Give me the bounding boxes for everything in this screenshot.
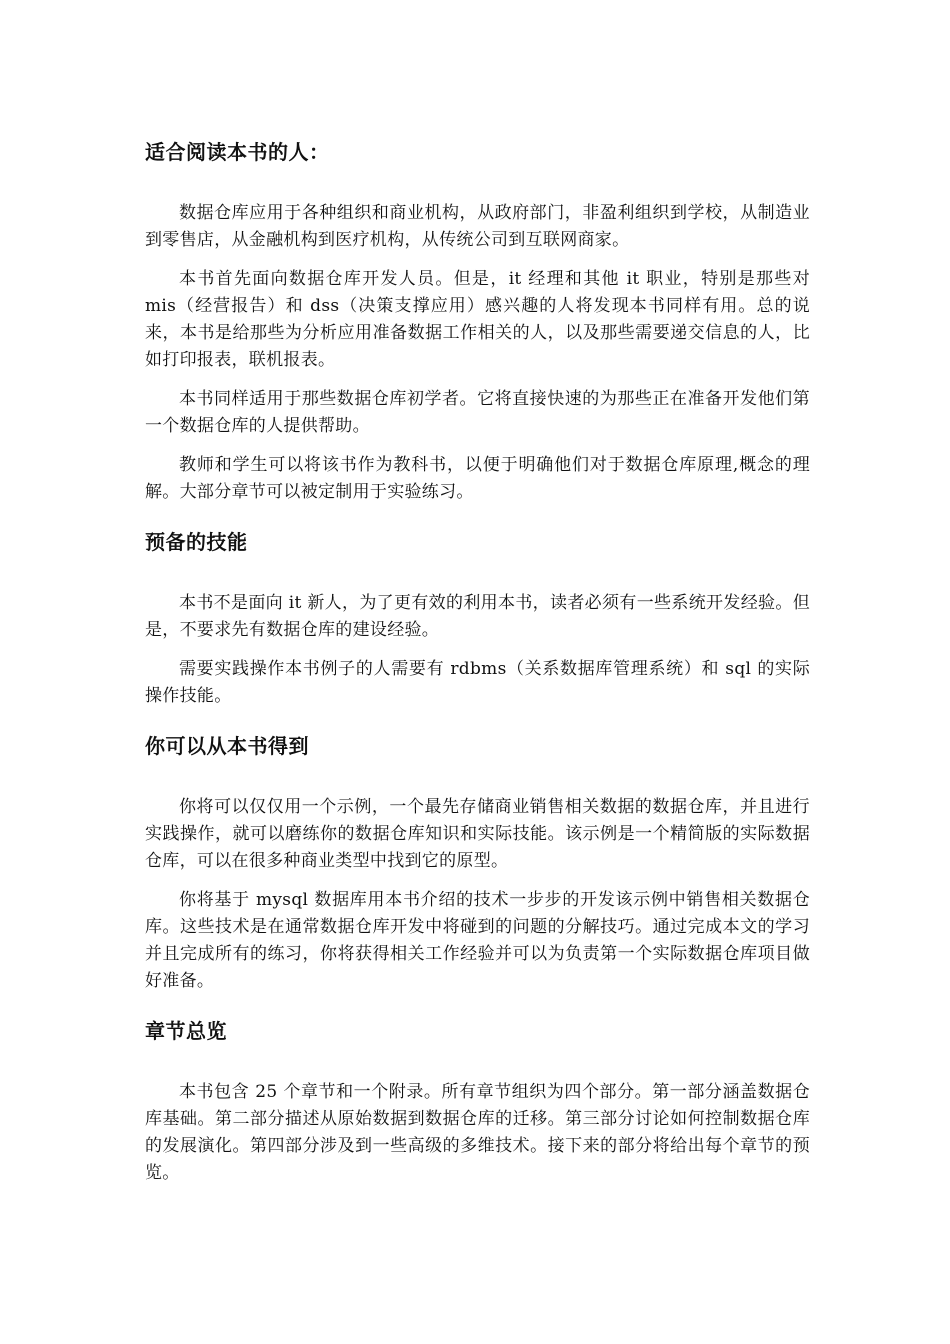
section-heading-chapter-overview: 章节总览 — [145, 1019, 227, 1043]
document-page — [145, 138, 810, 1187]
paragraph: 你将可以仅仅用一个示例，一个最先存储商业销售相关数据的数据仓库，并且进行实践操作，就可以磨练你的数据仓库知识和实际技能。该示例是一个精简版的实际数据仓库，可以在很多种商业类型中找到它的原型。 — [145, 797, 810, 871]
paragraph: 本书首先面向数据仓库开发人员。但是，it 经理和其他 it 职业，特别是那些对 mis（经营报告）和 dss（决策支撑应用）感兴趣的人将发现本书同样有用。总的说来，本书是给那些为分析应用准备数据工作相关的人，以及那些需要递交信息的人，比如打印报表，联机报表。 — [145, 269, 810, 370]
paragraph: 需要实践操作本书例子的人需要有 rdbms（关系数据库管理系统）和 sql 的实际操作技能。 — [145, 659, 810, 706]
paragraph: 本书包含 25 个章节和一个附录。所有章节组织为四个部分。第一部分涵盖数据仓库基础。第二部分描述从原始数据到数据仓库的迁移。第三部分讨论如何控制数据仓库的发展演化。第四部分涉及到一些高级的多维技术。接下来的部分将给出每个章节的预览。 — [145, 1082, 810, 1183]
paragraph: 本书同样适用于那些数据仓库初学者。它将直接快速的为那些正在准备开发他们第一个数据仓库的人提供帮助。 — [145, 389, 810, 436]
paragraph: 本书不是面向 it 新人，为了更有效的利用本书，读者必须有一些系统开发经验。但是，不要求先有数据仓库的建设经验。 — [145, 593, 810, 640]
paragraph: 教师和学生可以将该书作为教科书，以便于明确他们对于数据仓库原理,概念的理解。大部分章节可以被定制用于实验练习。 — [145, 455, 810, 502]
section-heading-prerequisites: 预备的技能 — [145, 530, 248, 554]
paragraph: 你将基于 mysql 数据库用本书介绍的技术一步步的开发该示例中销售相关数据仓库。这些技术是在通常数据仓库开发中将碰到的问题的分解技巧。通过完成本文的学习并且完成所有的练习，你将获得相关工作经验并可以为负责第一个实际数据仓库项目做好准备。 — [145, 890, 810, 991]
section-heading-what-you-get: 你可以从本书得到 — [145, 734, 309, 758]
section-heading-audience: 适合阅读本书的人： — [145, 140, 330, 164]
paragraph: 数据仓库应用于各种组织和商业机构，从政府部门，非盈利组织到学校，从制造业到零售店，从金融机构到医疗机构，从传统公司到互联网商家。 — [145, 203, 810, 250]
